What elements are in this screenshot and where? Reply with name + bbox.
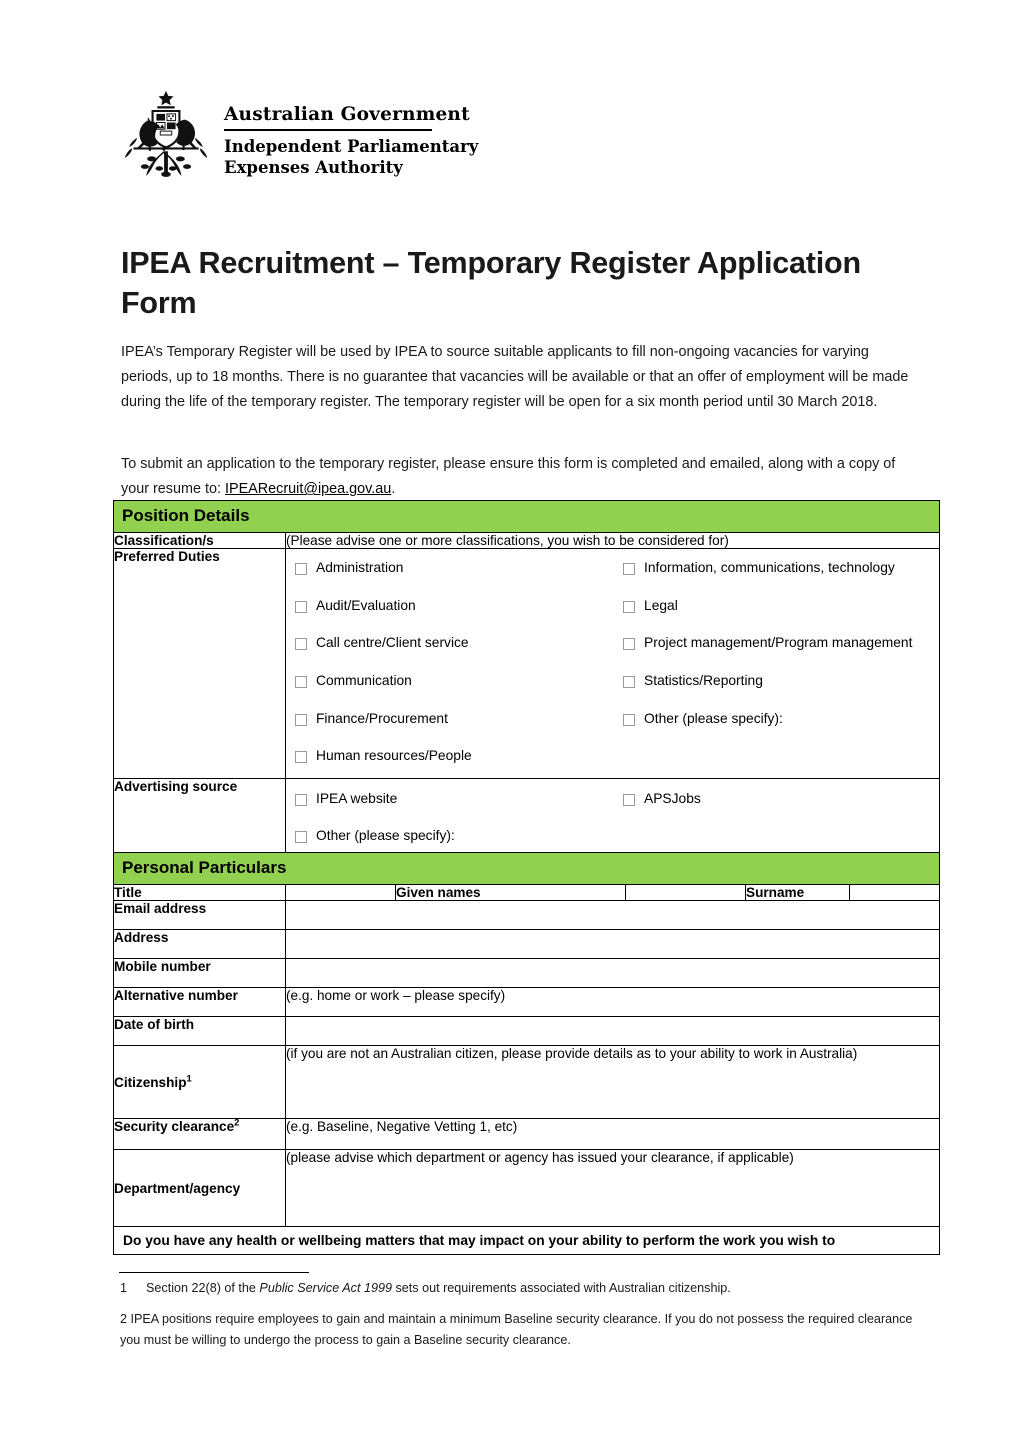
alternative-number-label: Alternative number [114, 988, 286, 1017]
address-label: Address [114, 930, 286, 959]
citizenship-footnote-marker: 1 [186, 1071, 192, 1083]
department-agency-label: Department/agency [114, 1150, 286, 1227]
checkbox-label: Information, communications, technology [644, 560, 895, 575]
masthead [118, 88, 478, 180]
checkbox-item[interactable] [623, 710, 943, 729]
checkbox-label: Finance/Procurement [316, 710, 448, 726]
checkbox-icon[interactable] [623, 638, 635, 650]
title-input[interactable] [286, 885, 396, 901]
application-form-table [113, 500, 940, 1255]
page-title: IPEA Recruitment – Temporary Register Application Form [121, 246, 861, 321]
checkbox-label: Call centre/Client service [316, 635, 469, 651]
checkbox-label: Audit/Evaluation [316, 597, 416, 613]
given-names-input[interactable] [626, 885, 746, 901]
intro-paragraph-2-text: To submit an application to the temporary register, please ensure this form is completed and emailed, along with a copy of your resume to: [121, 456, 896, 498]
checkbox-label: Other (please specify): [316, 828, 455, 844]
address-input[interactable] [286, 930, 940, 959]
email-address-label: Email address [114, 901, 286, 930]
date-of-birth-label: Date of birth [114, 1017, 286, 1046]
checkbox-icon[interactable] [295, 563, 307, 575]
row-address [114, 930, 940, 959]
advertising-column-left [295, 790, 615, 846]
checkbox-item[interactable] [623, 559, 943, 578]
checkbox-item[interactable] [295, 597, 615, 616]
footnote-1-number: 1 [120, 1281, 128, 1295]
footnote-1-text-after: sets out requirements associated with Australian citizenship. [391, 1281, 731, 1295]
row-classification [114, 533, 940, 549]
checkbox-label: Legal [644, 597, 678, 613]
row-department-agency [114, 1150, 940, 1227]
security-clearance-input[interactable]: (e.g. Baseline, Negative Vetting 1, etc) [286, 1119, 940, 1150]
footnotes [120, 1278, 930, 1350]
checkbox-item[interactable] [295, 634, 615, 653]
surname-label: Surname [746, 885, 850, 901]
preferred-duties-label: Preferred Duties [114, 549, 286, 779]
checkbox-icon[interactable] [295, 751, 307, 763]
checkbox-icon[interactable] [623, 794, 635, 806]
agency-name-line-1: Independent Parliamentary [224, 137, 479, 157]
checkbox-icon[interactable] [623, 563, 635, 575]
footnote-1-text-before: Section 22(8) of the [146, 1281, 260, 1295]
checkbox-icon[interactable] [295, 601, 307, 613]
checkbox-icon[interactable] [295, 794, 307, 806]
australian-government-label: Australian Government [224, 104, 470, 125]
citizenship-label-text: Citizenship [114, 1074, 187, 1090]
advertising-column-right [615, 790, 943, 846]
row-alternative-number [114, 988, 940, 1017]
checkbox-icon[interactable] [295, 676, 307, 688]
checkbox-item[interactable] [295, 790, 615, 809]
surname-input[interactable] [850, 885, 940, 901]
alternative-number-input[interactable]: (e.g. home or work – please specify) [286, 988, 940, 1017]
checkbox-item[interactable] [295, 672, 615, 691]
department-agency-input[interactable]: (please advise which department or agency has issued your clearance, if applicable) [286, 1150, 940, 1227]
checkbox-item[interactable] [623, 790, 943, 809]
checkbox-item[interactable] [295, 747, 615, 766]
classification-label: Classification/s [114, 533, 286, 549]
duties-column-left [295, 559, 615, 766]
intro-paragraph-2 [121, 452, 921, 502]
checkbox-label: Communication [316, 672, 412, 688]
checkbox-label: Statistics/Reporting [644, 672, 763, 688]
intro-paragraph-1: IPEA’s Temporary Register will be used by IPEA to source suitable applicants to fill non-ongoing vacancies for varying periods, up to 18 months. There is no guarantee that vacancies will be available or that an offer of employment will be made during the life of the temporary register. The temporary register will be open for a six month period until 30 March 2018. [121, 344, 909, 410]
security-clearance-label [114, 1116, 286, 1150]
masthead-text [224, 88, 478, 179]
row-date-of-birth [114, 1017, 940, 1046]
email-address-input[interactable] [286, 901, 940, 930]
checkbox-label: APSJobs [644, 790, 701, 806]
row-citizenship [114, 1046, 940, 1119]
checkbox-item[interactable] [295, 710, 615, 729]
row-preferred-duties [114, 549, 940, 779]
advertising-source-options [286, 778, 940, 852]
footnote-2: 2 IPEA positions require employees to gain and maintain a minimum Baseline security clearance. If you do not possess the required clearance you must be willing to undergo the process to gain a Baseline security clearance. [120, 1312, 913, 1347]
mobile-number-input[interactable] [286, 959, 940, 988]
row-name [114, 885, 940, 901]
footnote-1 [120, 1278, 930, 1298]
checkbox-item[interactable] [623, 597, 943, 616]
preferred-duties-options [286, 549, 940, 779]
row-mobile-number [114, 959, 940, 988]
security-clearance-footnote-marker: 2 [234, 1116, 240, 1128]
mobile-number-label: Mobile number [114, 959, 286, 988]
australian-coat-of-arms-icon [118, 88, 214, 180]
recruitment-email-link[interactable]: IPEARecruit@ipea.gov.au [224, 481, 392, 498]
masthead-divider [224, 129, 432, 131]
checkbox-icon[interactable] [623, 676, 635, 688]
date-of-birth-input[interactable] [286, 1017, 940, 1046]
citizenship-input[interactable]: (if you are not an Australian citizen, please provide details as to your ability to work in Australia) [286, 1046, 940, 1119]
given-names-label: Given names [396, 885, 626, 901]
checkbox-item[interactable] [623, 634, 943, 653]
row-health-question [114, 1227, 940, 1255]
section-header-personal-particulars [114, 853, 940, 885]
checkbox-icon[interactable] [295, 831, 307, 843]
checkbox-label: IPEA website [316, 790, 398, 806]
agency-name-line-2: Expenses Authority [224, 158, 403, 178]
section-header-position-details-label: Position Details [114, 501, 940, 533]
checkbox-label: Other (please specify): [644, 710, 783, 726]
citizenship-label [114, 1046, 286, 1119]
footnote-1-italic-title: Public Service Act 1999 [259, 1281, 392, 1295]
row-email-address [114, 901, 940, 930]
section-header-personal-particulars-label: Personal Particulars [114, 853, 940, 885]
classification-input[interactable]: (Please advise one or more classifications, you wish to be considered for) [286, 533, 940, 549]
footnote-separator [119, 1272, 309, 1273]
checkbox-icon[interactable] [295, 714, 307, 726]
checkbox-item[interactable] [295, 827, 615, 846]
duties-column-right [615, 559, 943, 766]
advertising-source-label: Advertising source [114, 778, 286, 852]
health-question-label: Do you have any health or wellbeing matters that may impact on your ability to perform the work you wish to [114, 1227, 940, 1255]
checkbox-label: Human resources/People [316, 748, 472, 764]
checkbox-label: Project management/Program management [644, 635, 913, 651]
row-advertising-source [114, 778, 940, 852]
intro-paragraph-2-period: . [391, 481, 396, 498]
checkbox-icon[interactable] [623, 714, 635, 726]
checkbox-icon[interactable] [295, 638, 307, 650]
security-clearance-label-text: Security clearance [114, 1119, 235, 1134]
checkbox-label: Administration [316, 560, 404, 575]
row-security-clearance [114, 1119, 940, 1150]
checkbox-icon[interactable] [623, 601, 635, 613]
checkbox-item[interactable] [623, 672, 943, 691]
title-label: Title [114, 885, 286, 901]
section-header-position-details [114, 501, 940, 533]
checkbox-item[interactable] [295, 559, 615, 578]
